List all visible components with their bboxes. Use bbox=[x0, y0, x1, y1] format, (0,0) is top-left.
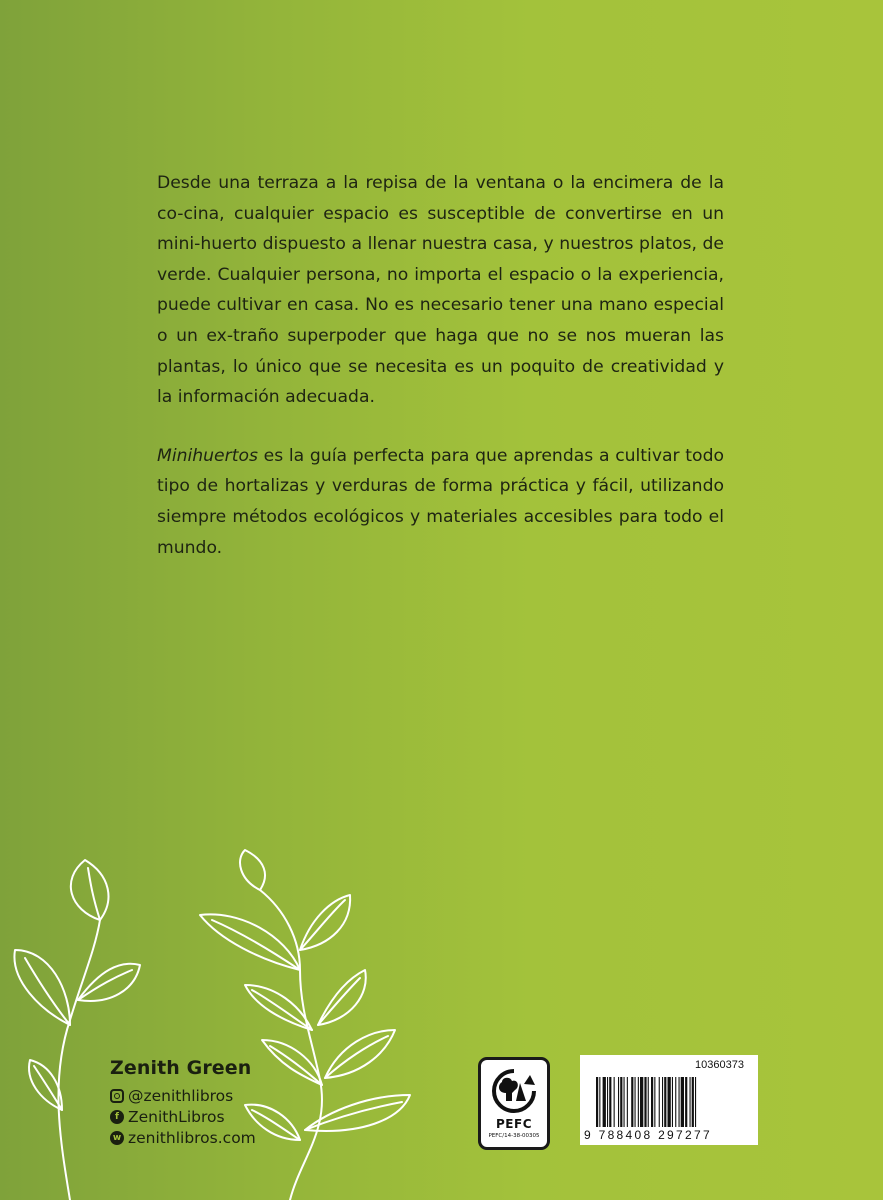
barcode-bar bbox=[627, 1077, 628, 1127]
barcode-bar bbox=[662, 1077, 663, 1127]
barcode-bar bbox=[607, 1077, 608, 1127]
barcode-digits: 9 788408 297277 bbox=[584, 1128, 712, 1142]
pefc-certification-logo bbox=[478, 1057, 550, 1150]
barcode-bar bbox=[692, 1077, 694, 1127]
barcode-bar bbox=[681, 1077, 684, 1127]
pefc-tree-icon bbox=[488, 1067, 540, 1115]
barcode-bar bbox=[651, 1077, 653, 1127]
barcode bbox=[580, 1055, 758, 1145]
instagram-icon bbox=[110, 1089, 124, 1103]
barcode-bar bbox=[672, 1077, 673, 1127]
barcode-bar bbox=[679, 1077, 680, 1127]
barcode-bar bbox=[638, 1077, 639, 1127]
barcode-bar bbox=[624, 1077, 625, 1127]
facebook-row[interactable] bbox=[110, 1106, 256, 1127]
barcode-bars bbox=[596, 1077, 746, 1127]
barcode-bar bbox=[599, 1077, 600, 1127]
barcode-bar bbox=[631, 1077, 633, 1127]
pefc-label: PEFC bbox=[496, 1117, 532, 1131]
barcode-bar bbox=[635, 1077, 636, 1127]
facebook-handle: ZenithLibros bbox=[128, 1107, 225, 1126]
barcode-bar bbox=[690, 1077, 691, 1127]
web-icon: w bbox=[110, 1131, 124, 1145]
barcode-bar bbox=[648, 1077, 649, 1127]
barcode-bar bbox=[659, 1077, 660, 1127]
description-paragraph-1: Desde una terraza a la repisa de la ventana o la encimera de la co-cina, cualquier espacio es susceptible de convertirse en un mini-huerto dispuesto a llenar nuestra casa, y nuestros platos, de verde. Cualquier persona, no importa el espacio o la experiencia, puede cultivar en casa. No es necesario tener una mano especial o un ex-traño superpoder que haga que no se nos mueran las plantas, lo único que se necesita es un poquito de creatividad y la información adecuada. bbox=[157, 173, 724, 408]
barcode-bar bbox=[654, 1077, 655, 1127]
barcode-bar bbox=[614, 1077, 615, 1127]
barcode-bar bbox=[675, 1077, 676, 1127]
back-cover-description bbox=[157, 168, 724, 563]
barcode-bar bbox=[603, 1077, 606, 1127]
barcode-bar bbox=[640, 1077, 643, 1127]
barcode-bar bbox=[620, 1077, 622, 1127]
instagram-row[interactable] bbox=[110, 1085, 256, 1106]
barcode-bar bbox=[685, 1077, 687, 1127]
book-title: Minihuertos bbox=[157, 445, 258, 466]
barcode-bar bbox=[644, 1077, 646, 1127]
publisher-block bbox=[110, 1057, 256, 1148]
website-url: zenithlibros.com bbox=[128, 1128, 256, 1147]
barcode-bar bbox=[664, 1077, 666, 1127]
pefc-code: PEFC/14-38-00305 bbox=[488, 1133, 540, 1139]
barcode-bar bbox=[596, 1077, 598, 1127]
barcode-bar bbox=[668, 1077, 671, 1127]
description-paragraph-2 bbox=[157, 441, 724, 563]
barcode-bar bbox=[695, 1077, 696, 1127]
barcode-bar bbox=[618, 1077, 619, 1127]
website-row[interactable] bbox=[110, 1127, 256, 1148]
publisher-name: Zenith Green bbox=[110, 1057, 252, 1079]
barcode-reference: 10360373 bbox=[695, 1059, 744, 1071]
facebook-icon: f bbox=[110, 1110, 124, 1124]
barcode-bar bbox=[609, 1077, 611, 1127]
instagram-handle: @zenithlibros bbox=[128, 1086, 234, 1105]
description-paragraph-2-text: es la guía perfecta para que aprendas a cultivar todo tipo de hortalizas y verduras de forma práctica y fácil, utilizando siempre métodos ecológicos y materiales accesibles para todo el mundo. bbox=[157, 445, 724, 558]
